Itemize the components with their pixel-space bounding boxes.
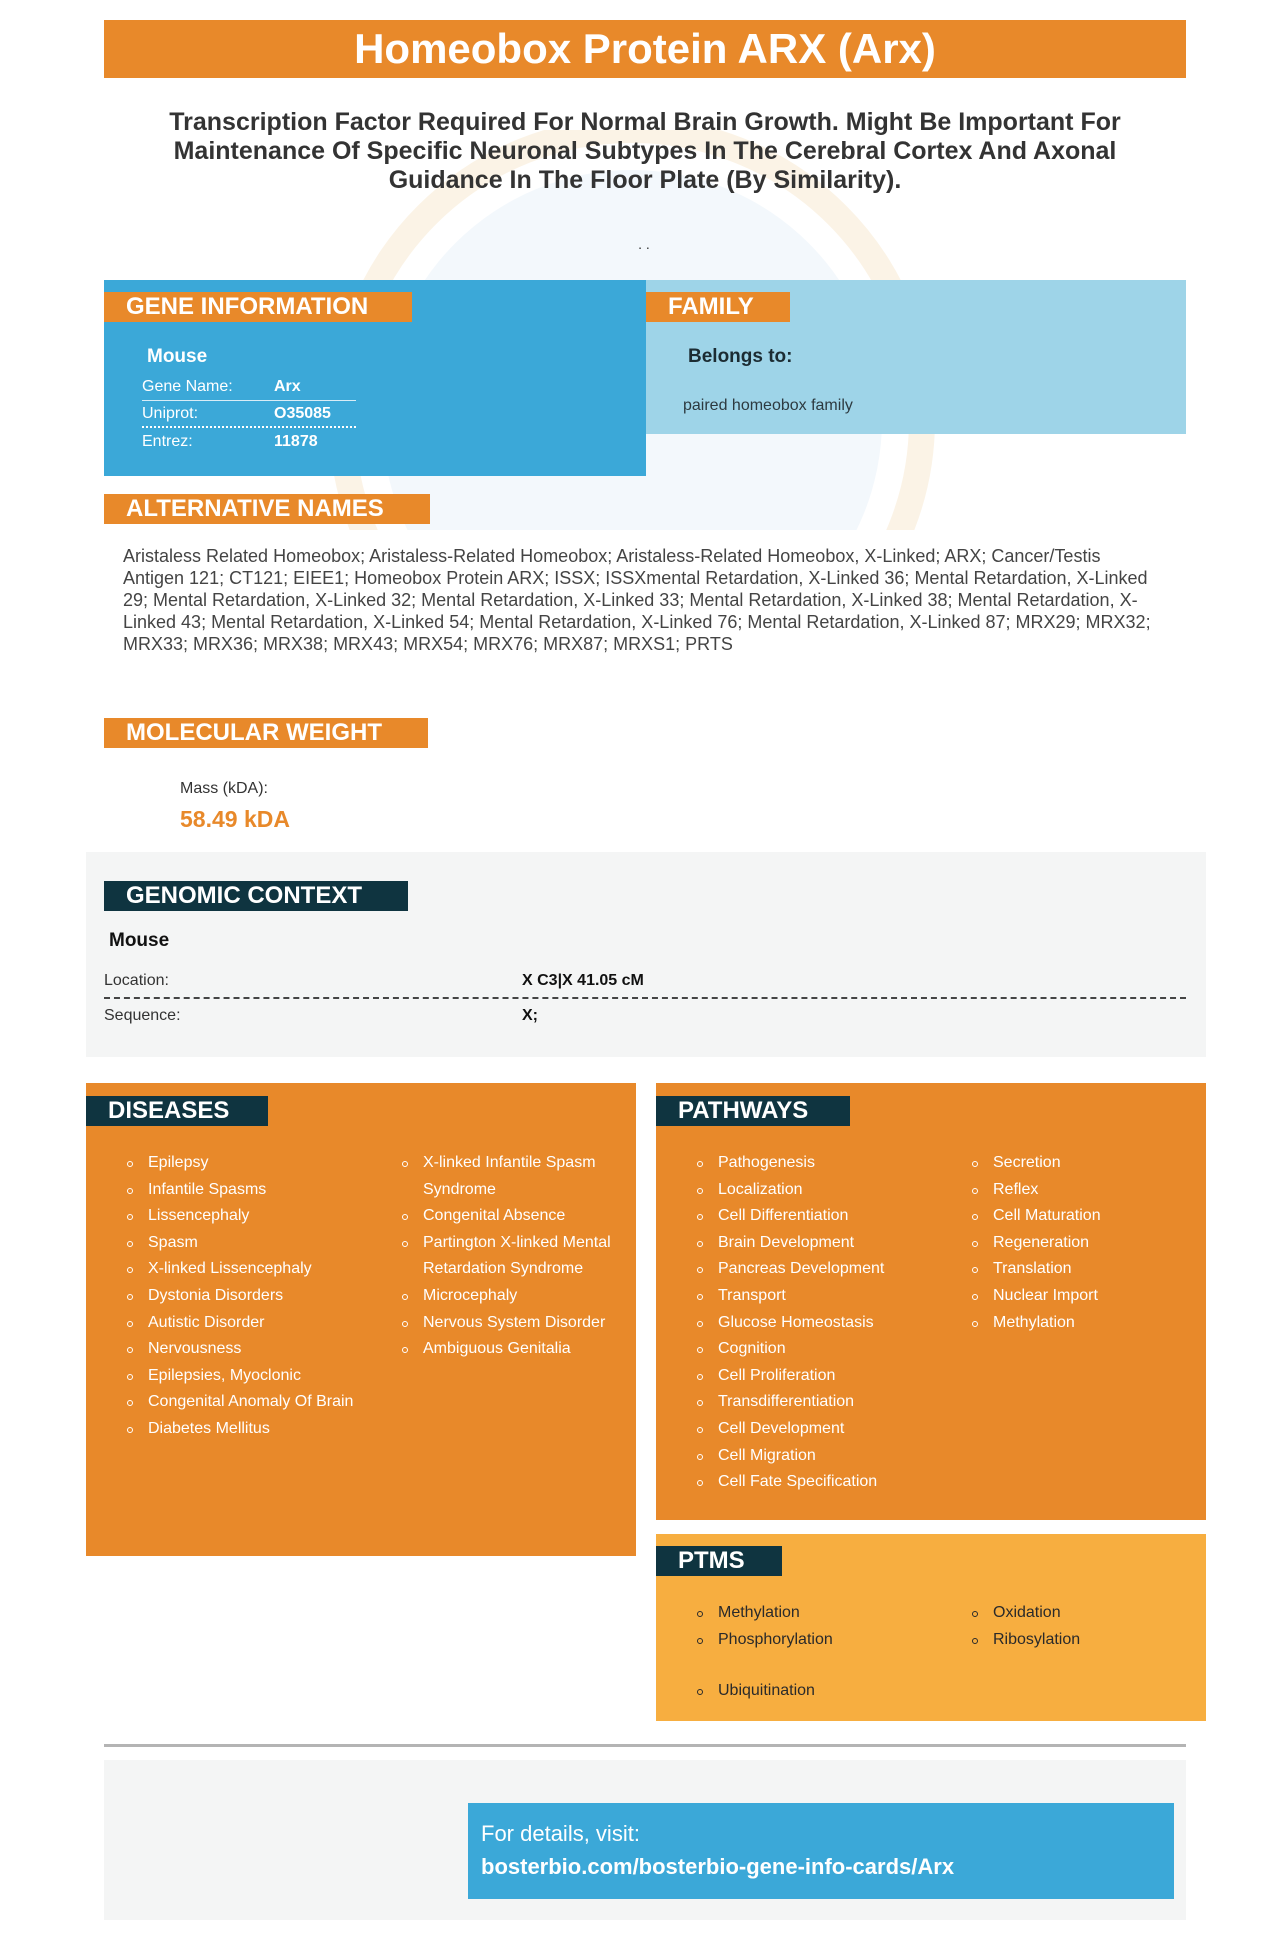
- list-item: Methylation: [968, 1310, 1188, 1337]
- list-item: Oxidation: [968, 1600, 1188, 1627]
- list-item: Phosphorylation: [693, 1627, 913, 1654]
- family-value: paired homeobox family: [683, 397, 853, 414]
- sequence-value: X;: [522, 1007, 538, 1024]
- list-item: Ubiquitination: [693, 1678, 913, 1705]
- entrez-label: Entrez:: [142, 433, 193, 450]
- list-item: Nervous System Disorder: [398, 1310, 633, 1337]
- ptms-heading: PTMS: [656, 1546, 782, 1576]
- list-item: Brain Development: [693, 1230, 953, 1257]
- details-caption: For details, visit:: [481, 1821, 640, 1846]
- location-label: Location:: [104, 972, 169, 989]
- genomic-species: Mouse: [109, 930, 170, 951]
- family-heading: FAMILY: [646, 292, 790, 322]
- list-item: Nuclear Import: [968, 1283, 1188, 1310]
- list-item: Methylation: [693, 1600, 913, 1627]
- details-url-link[interactable]: bosterbio.com/bosterbio-gene-info-cards/Arx: [481, 1854, 955, 1879]
- ptms-list-col3: [693, 1678, 913, 1705]
- alternative-names-text: Aristaless Related Homeobox; Aristaless-Related Homeobox; Aristaless-Related Homeobox, X-Linked; ARX; Cancer/Testis Antigen 121; CT121; EIEE1; Homeobox Protein ARX; ISSX; ISSXmental Retardation, X-Linked 36; Mental Retardation, X-Linked 29; Mental Retardation, X-Linked 32; Mental Retardation, X-Linked 33; Mental Retardation, X-Linked 38; Mental Retardation, X-Linked 43; Mental Retardation, X-Linked 54; Mental Retardation, X-Linked 76; Mental Retardation, X-Linked 87; MRX29; MRX32; MRX33; MRX36; MRX38; MRX43; MRX54; MRX76; MRX87; MRXS1; PRTS: [123, 546, 1151, 654]
- list-item: Autistic Disorder: [123, 1310, 363, 1337]
- list-item: Pancreas Development: [693, 1256, 953, 1283]
- diseases-heading: DISEASES: [86, 1096, 268, 1126]
- list-item: Cell Maturation: [968, 1203, 1188, 1230]
- page-title: Homeobox Protein ARX (Arx): [104, 20, 1186, 78]
- details-link-box[interactable]: [468, 1803, 1174, 1899]
- mass-label: Mass (kDA):: [180, 780, 268, 797]
- list-item: Diabetes Mellitus: [123, 1416, 363, 1443]
- list-item: Spasm: [123, 1230, 363, 1257]
- gene-name-row: [142, 374, 356, 401]
- list-item: Lissencephaly: [123, 1203, 363, 1230]
- mass-value: 58.49 kDA: [180, 806, 290, 832]
- list-item: Ribosylation: [968, 1627, 1188, 1654]
- footer-divider: [104, 1744, 1186, 1747]
- list-item: Regeneration: [968, 1230, 1188, 1257]
- entrez-row: [142, 429, 356, 456]
- uniprot-label: Uniprot:: [142, 405, 199, 422]
- location-value: X C3|X 41.05 cM: [522, 972, 644, 989]
- list-item: Dystonia Disorders: [123, 1283, 363, 1310]
- list-item: Reflex: [968, 1177, 1188, 1204]
- list-item: Partington X-linked Mental Retardation Syndrome: [398, 1230, 633, 1283]
- ptms-list-col2: [968, 1600, 1188, 1653]
- list-item: Cell Differentiation: [693, 1203, 953, 1230]
- diseases-list-col1: [123, 1150, 363, 1443]
- list-item: Localization: [693, 1177, 953, 1204]
- protein-description: Transcription Factor Required For Normal Brain Growth. Might Be Important For Maintenance Of Specific Neuronal Subtypes In The Cerebral Cortex And Axonal Guidance In The Floor Plate (By Similarity).: [169, 108, 1121, 194]
- list-item: Cell Proliferation: [693, 1363, 953, 1390]
- list-item: X-linked Lissencephaly: [123, 1256, 363, 1283]
- pathways-list-col1: [693, 1150, 953, 1496]
- sequence-label: Sequence:: [104, 1007, 181, 1024]
- list-item: Pathogenesis: [693, 1150, 953, 1177]
- list-item: Translation: [968, 1256, 1188, 1283]
- alternative-names-heading: ALTERNATIVE NAMES: [104, 494, 430, 524]
- list-item: Epilepsies, Myoclonic: [123, 1363, 363, 1390]
- list-item: Nervousness: [123, 1336, 363, 1363]
- genomic-context-heading: GENOMIC CONTEXT: [104, 881, 408, 911]
- ptms-list-col1: [693, 1600, 913, 1653]
- list-item: Microcephaly: [398, 1283, 633, 1310]
- molecular-weight-heading: MOLECULAR WEIGHT: [104, 718, 428, 748]
- ellipsis-text: . .: [638, 236, 650, 252]
- list-item: Transdifferentiation: [693, 1389, 953, 1416]
- gene-name-value: Arx: [274, 378, 301, 395]
- gene-name-label: Gene Name:: [142, 378, 233, 395]
- list-item: Congenital Anomaly Of Brain: [123, 1389, 363, 1416]
- list-item: Transport: [693, 1283, 953, 1310]
- list-item: Cognition: [693, 1336, 953, 1363]
- list-item: Secretion: [968, 1150, 1188, 1177]
- family-belongs-label: Belongs to:: [688, 346, 793, 367]
- diseases-list-col2: [398, 1150, 633, 1363]
- list-item: Cell Fate Specification: [693, 1469, 953, 1496]
- list-item: Congenital Absence: [398, 1203, 633, 1230]
- gene-species: Mouse: [147, 346, 208, 367]
- list-item: Glucose Homeostasis: [693, 1310, 953, 1337]
- list-item: Cell Migration: [693, 1443, 953, 1470]
- dashed-divider: [104, 997, 1186, 999]
- list-item: X-linked Infantile Spasm Syndrome: [398, 1150, 633, 1203]
- pathways-list-col2: [968, 1150, 1188, 1336]
- pathways-heading: PATHWAYS: [656, 1096, 850, 1126]
- list-item: Cell Development: [693, 1416, 953, 1443]
- uniprot-row: [142, 401, 356, 428]
- list-item: Ambiguous Genitalia: [398, 1336, 633, 1363]
- entrez-value: 11878: [274, 433, 318, 450]
- list-item: Epilepsy: [123, 1150, 363, 1177]
- gene-information-heading: GENE INFORMATION: [104, 292, 412, 322]
- uniprot-value: O35085: [274, 405, 331, 422]
- list-item: Infantile Spasms: [123, 1177, 363, 1204]
